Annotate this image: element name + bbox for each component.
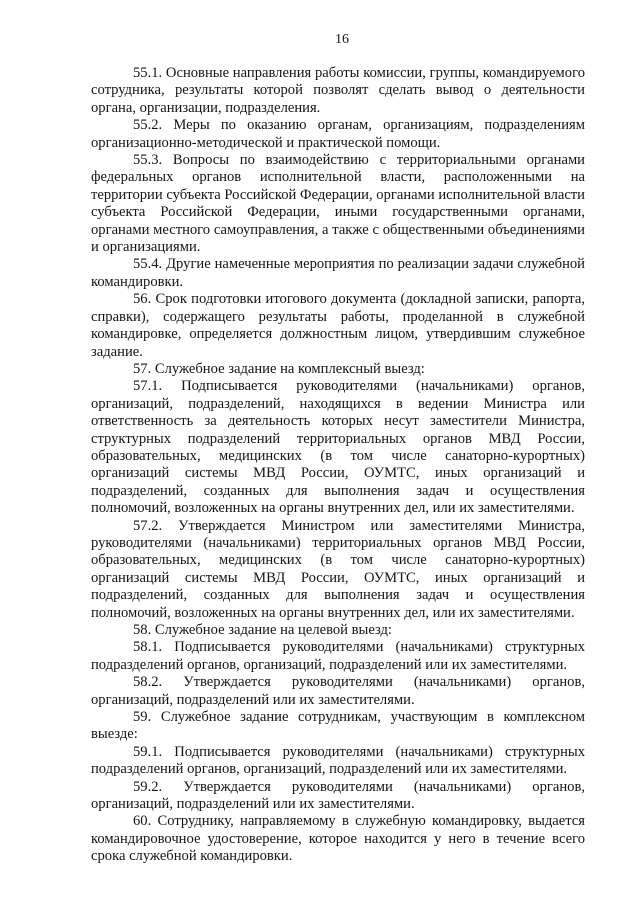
paragraph-55-1: 55.1. Основные направления работы комиссии, группы, командируемого сотрудника, результаты которой позволят сделать вывод о деятельности органа, организации, подразделения. (91, 65, 585, 116)
paragraph-55-3: 55.3. Вопросы по взаимодействию с территориальными органами федеральных органов исполнительной власти, расположенными на территории субъекта Российской Федерации, органами исполнительной власти субъекта Российской Федерации, иными государственными органами, органами местного самоуправления, а также с общественными объединениями и организациями. (91, 152, 585, 256)
paragraph-55-2: 55.2. Меры по оказанию органам, организациям, подразделениям организационно-методической и практической помощи. (91, 117, 585, 151)
paragraph-57-1: 57.1. Подписывается руководителями (начальниками) органов, организаций, подразделений, находящихся в ведении Министра или ответственность за деятельность которых несут заместители Министра, структурных подразделений территориальных органов МВД России, образовательных, медицинских (в том числе санаторно-курортных) организаций системы МВД России, ОУМТС, иных организаций и подразделений, созданных для выполнения задач и осуществления полномочий, возложенных на органы внутренних дел, или их заместителями. (91, 378, 585, 517)
paragraph-58: 58. Служебное задание на целевой выезд: (133, 622, 392, 638)
paragraph-58-1: 58.1. Подписывается руководителями (начальниками) структурных подразделений органов, организаций, подразделений или их заместителями. (91, 639, 585, 673)
paragraph-57-2: 57.2. Утверждается Министром или заместителями Министра, руководителями (начальниками) территориальных органов МВД России, образовательных, медицинских (в том числе санаторно-курортных) организаций системы МВД России, ОУМТС, иных организаций и подразделений, созданных для выполнения задач и осуществления полномочий, возложенных на органы внутренних дел, или их заместителями. (91, 517, 585, 621)
page-number: 16 (335, 32, 349, 47)
paragraph-56: 56. Срок подготовки итогового документа (докладной записки, рапорта, справки), содержащего результаты работы, проделанной в служебной командировке, определяется должностным лицом, утвердившим служебное задание. (91, 291, 585, 360)
paragraph-57: 57. Служебное задание на комплексный выезд: (133, 360, 425, 377)
paragraph-55-4: 55.4. Другие намеченные мероприятия по реализации задачи служебной командировки. (91, 256, 585, 290)
paragraph-59-1: 59.1. Подписывается руководителями (начальниками) структурных подразделений органов, организаций, подразделений или их заместителями. (91, 743, 585, 778)
paragraph-59: 59. Служебное задание сотрудникам, участвующим в комплексном выезде: (91, 709, 585, 743)
paragraph-59-2: 59.2. Утверждается руководителями (начальниками) органов, организаций, подразделений или их заместителями. (91, 778, 585, 813)
paragraph-60: 60. Сотруднику, направляемому в служебную командировку, выдается командировочное удостоверение, которое находится у него в течение всего срока служебной командировки. (91, 813, 585, 865)
paragraph-58-2: 58.2. Утверждается руководителями (начальниками) органов, организаций, подразделений или их заместителями. (91, 674, 585, 708)
